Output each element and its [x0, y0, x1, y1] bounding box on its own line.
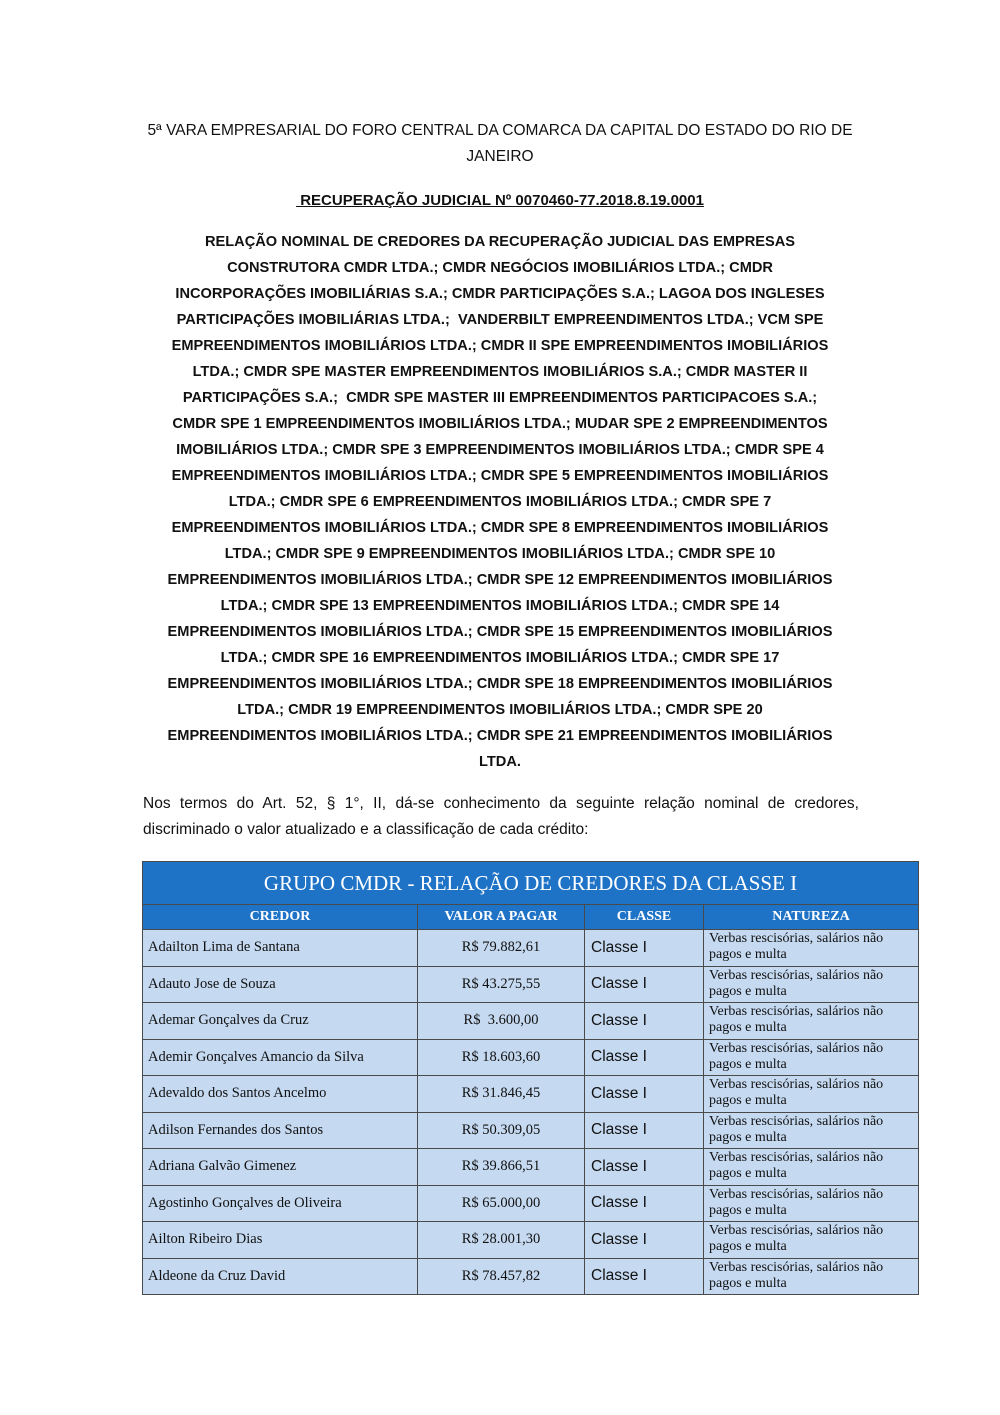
- valor-cell: R$ 79.882,61: [418, 930, 585, 967]
- heading-line: LTDA.; CMDR SPE MASTER EMPREENDIMENTOS IMOBILIÁRIOS S.A.; CMDR MASTER II: [192, 364, 808, 380]
- natureza-cell: Verbas rescisórias, salários não pagos e multa: [704, 1112, 919, 1149]
- heading-line: LTDA.; CMDR SPE 9 EMPREENDIMENTOS IMOBILIÁRIOS LTDA.; CMDR SPE 10: [224, 546, 776, 562]
- credor-cell: Ailton Ribeiro Dias: [143, 1222, 418, 1259]
- valor-cell: R$ 28.001,30: [418, 1222, 585, 1259]
- classe-cell: Classe I: [585, 966, 704, 1003]
- credor-cell: Aldeone da Cruz David: [143, 1258, 418, 1295]
- heading-line: LTDA.; CMDR SPE 16 EMPREENDIMENTOS IMOBILIÁRIOS LTDA.; CMDR SPE 17: [220, 650, 780, 666]
- valor-cell: R$ 3.600,00: [418, 1003, 585, 1040]
- heading-line: INCORPORAÇÕES IMOBILIÁRIAS S.A.; CMDR PARTICIPAÇÕES S.A.; LAGOA DOS INGLESES: [175, 286, 825, 302]
- heading-line: IMOBILIÁRIOS LTDA.; CMDR SPE 3 EMPREENDIMENTOS IMOBILIÁRIOS LTDA.; CMDR SPE 4: [176, 442, 824, 458]
- table-row: [143, 966, 919, 1003]
- table-row: [143, 1149, 919, 1186]
- heading-line: PARTICIPAÇÕES S.A.; CMDR SPE MASTER III EMPREENDIMENTOS PARTICIPACOES S.A.;: [182, 390, 818, 406]
- heading-line: EMPREENDIMENTOS IMOBILIÁRIOS LTDA.; CMDR SPE 5 EMPREENDIMENTOS IMOBILIÁRIOS: [171, 468, 829, 484]
- classe-cell: Classe I: [585, 1149, 704, 1186]
- column-header-classe: CLASSE: [585, 905, 704, 930]
- valor-cell: R$ 39.866,51: [418, 1149, 585, 1186]
- classe-cell: Classe I: [585, 1003, 704, 1040]
- credor-cell: Adilson Fernandes dos Santos: [143, 1112, 418, 1149]
- heading-line: EMPREENDIMENTOS IMOBILIÁRIOS LTDA.; CMDR SPE 21 EMPREENDIMENTOS IMOBILIÁRIOS: [167, 728, 833, 744]
- classe-cell: Classe I: [585, 1039, 704, 1076]
- heading-line: CONSTRUTORA CMDR LTDA.; CMDR NEGÓCIOS IMOBILIÁRIOS LTDA.; CMDR: [227, 260, 773, 276]
- classe-cell: Classe I: [585, 930, 704, 967]
- table-row: [143, 1258, 919, 1295]
- classe-cell: Classe I: [585, 1222, 704, 1259]
- valor-cell: R$ 18.603,60: [418, 1039, 585, 1076]
- table-row: [143, 1112, 919, 1149]
- table-row: [143, 1003, 919, 1040]
- heading-line: CMDR SPE 1 EMPREENDIMENTOS IMOBILIÁRIOS LTDA.; MUDAR SPE 2 EMPREENDIMENTOS: [172, 416, 828, 432]
- valor-cell: R$ 65.000,00: [418, 1185, 585, 1222]
- heading-line: EMPREENDIMENTOS IMOBILIÁRIOS LTDA.; CMDR SPE 15 EMPREENDIMENTOS IMOBILIÁRIOS: [167, 624, 833, 640]
- column-header-credor: CREDOR: [143, 905, 418, 930]
- document-heading: [140, 229, 860, 775]
- heading-line: LTDA.; CMDR SPE 6 EMPREENDIMENTOS IMOBILIÁRIOS LTDA.; CMDR SPE 7: [228, 494, 772, 510]
- credor-cell: Adauto Jose de Souza: [143, 966, 418, 1003]
- classe-cell: Classe I: [585, 1076, 704, 1113]
- table-row: [143, 1039, 919, 1076]
- classe-cell: Classe I: [585, 1112, 704, 1149]
- court-name: [130, 118, 870, 170]
- natureza-cell: Verbas rescisórias, salários não pagos e multa: [704, 1039, 919, 1076]
- table-row: [143, 1076, 919, 1113]
- table-header-row: [143, 905, 919, 930]
- natureza-cell: Verbas rescisórias, salários não pagos e multa: [704, 930, 919, 967]
- classe-cell: Classe I: [585, 1185, 704, 1222]
- credor-cell: Adailton Lima de Santana: [143, 930, 418, 967]
- natureza-cell: Verbas rescisórias, salários não pagos e multa: [704, 1185, 919, 1222]
- heading-line: EMPREENDIMENTOS IMOBILIÁRIOS LTDA.; CMDR SPE 8 EMPREENDIMENTOS IMOBILIÁRIOS: [171, 520, 829, 536]
- classe-cell: Classe I: [585, 1258, 704, 1295]
- column-header-natureza: NATUREZA: [704, 905, 919, 930]
- credor-cell: Ademar Gonçalves da Cruz: [143, 1003, 418, 1040]
- valor-cell: R$ 78.457,82: [418, 1258, 585, 1295]
- credor-cell: Ademir Gonçalves Amancio da Silva: [143, 1039, 418, 1076]
- natureza-cell: Verbas rescisórias, salários não pagos e multa: [704, 1258, 919, 1295]
- heading-line: LTDA.; CMDR 19 EMPREENDIMENTOS IMOBILIÁRIOS LTDA.; CMDR SPE 20: [237, 702, 763, 718]
- table-row: [143, 1222, 919, 1259]
- natureza-cell: Verbas rescisórias, salários não pagos e multa: [704, 1222, 919, 1259]
- heading-line: LTDA.; CMDR SPE 13 EMPREENDIMENTOS IMOBILIÁRIOS LTDA.; CMDR SPE 14: [220, 598, 780, 614]
- valor-cell: R$ 31.846,45: [418, 1076, 585, 1113]
- heading-line: LTDA.: [479, 754, 521, 770]
- natureza-cell: Verbas rescisórias, salários não pagos e multa: [704, 1003, 919, 1040]
- heading-line: PARTICIPAÇÕES IMOBILIÁRIAS LTDA.; VANDERBILT EMPREENDIMENTOS LTDA.; VCM SPE: [176, 312, 824, 328]
- table-row: [143, 930, 919, 967]
- process-number: RECUPERAÇÃO JUDICIAL Nº 0070460-77.2018.8.19.0001: [296, 192, 704, 209]
- credor-cell: Agostinho Gonçalves de Oliveira: [143, 1185, 418, 1222]
- court-line: JANEIRO: [466, 148, 534, 165]
- heading-line: RELAÇÃO NOMINAL DE CREDORES DA RECUPERAÇÃO JUDICIAL DAS EMPRESAS: [204, 234, 796, 250]
- intro-paragraph: Nos termos do Art. 52, § 1°, II, dá-se conhecimento da seguinte relação nominal de credores, discriminado o valor atualizado e a classificação de cada crédito:: [143, 795, 859, 838]
- creditors-table: [142, 861, 919, 1295]
- column-header-valor: VALOR A PAGAR: [418, 905, 585, 930]
- natureza-cell: Verbas rescisórias, salários não pagos e multa: [704, 1149, 919, 1186]
- natureza-cell: Verbas rescisórias, salários não pagos e multa: [704, 1076, 919, 1113]
- heading-line: EMPREENDIMENTOS IMOBILIÁRIOS LTDA.; CMDR SPE 18 EMPREENDIMENTOS IMOBILIÁRIOS: [167, 676, 833, 692]
- table-row: [143, 1185, 919, 1222]
- credor-cell: Adriana Galvão Gimenez: [143, 1149, 418, 1186]
- natureza-cell: Verbas rescisórias, salários não pagos e multa: [704, 966, 919, 1003]
- heading-line: EMPREENDIMENTOS IMOBILIÁRIOS LTDA.; CMDR II SPE EMPREENDIMENTOS IMOBILIÁRIOS: [171, 338, 829, 354]
- valor-cell: R$ 50.309,05: [418, 1112, 585, 1149]
- credor-cell: Adevaldo dos Santos Ancelmo: [143, 1076, 418, 1113]
- valor-cell: R$ 43.275,55: [418, 966, 585, 1003]
- table-title: GRUPO CMDR - RELAÇÃO DE CREDORES DA CLASSE I: [143, 862, 919, 905]
- court-line: 5ª VARA EMPRESARIAL DO FORO CENTRAL DA COMARCA DA CAPITAL DO ESTADO DO RIO DE: [147, 122, 853, 139]
- heading-line: EMPREENDIMENTOS IMOBILIÁRIOS LTDA.; CMDR SPE 12 EMPREENDIMENTOS IMOBILIÁRIOS: [167, 572, 833, 588]
